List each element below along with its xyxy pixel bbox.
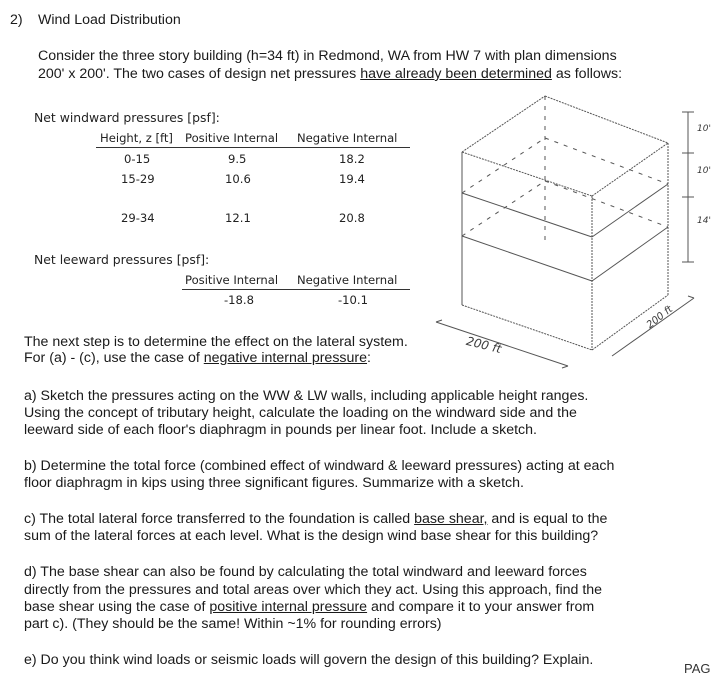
- part-d-line-4: part c). (They should be the same! Within ~1% for rounding errors): [24, 616, 442, 632]
- part-e-line-1: e) Do you think wind loads or seismic loads will govern the design of this building? Explain.: [24, 652, 594, 668]
- table-cell: -10.1: [338, 293, 368, 307]
- story-height-label: 10': [697, 166, 711, 176]
- leeward-header-rule: [182, 289, 410, 290]
- part-a-line-1: a) Sketch the pressures acting on the WW & LW walls, including applicable height ranges.: [24, 388, 589, 404]
- part-a-line-2: Using the concept of tributary height, calculate the loading on the windward side and the: [24, 405, 577, 421]
- part-a-line-3: leeward side of each floor's diaphragm in pounds per linear foot. Include a sketch.: [24, 422, 537, 438]
- next-step-line-2: For (a) - (c), use the case of negative internal pressure:: [24, 350, 371, 366]
- next-step-line-1: The next step is to determine the effect on the lateral system.: [24, 334, 408, 350]
- windward-header-positive: Positive Internal: [185, 131, 279, 145]
- table-cell: 9.5: [228, 152, 247, 166]
- table-cell: 15-29: [121, 172, 155, 186]
- part-d-line-3: base shear using the case of positive internal pressure and compare it to your answer from: [24, 599, 595, 615]
- part-c-line-1: c) The total lateral force transferred to the foundation is called base shear, and is equal to the: [24, 511, 608, 527]
- table-cell: 29-34: [121, 211, 155, 225]
- table-cell: 10.6: [225, 172, 251, 186]
- part-c-line-2: sum of the lateral forces at each level. What is the design wind base shear for this building?: [24, 528, 599, 544]
- windward-title: Net windward pressures [psf]:: [34, 110, 220, 125]
- part-b-line-1: b) Determine the total force (combined effect of windward & leeward pressures) acting at each: [24, 458, 615, 474]
- question-number: 2): [10, 12, 23, 28]
- intro-line-2: 200' x 200'. The two cases of design net pressures have already been determined as follows:: [38, 66, 623, 82]
- underlined-phrase: positive internal pressure: [209, 599, 368, 615]
- story-height-label: 10': [697, 124, 711, 134]
- leeward-header-negative: Negative Internal: [297, 273, 398, 287]
- dimension-label-side: 200 ft: [644, 304, 675, 331]
- question-title: Wind Load Distribution: [38, 12, 181, 28]
- underlined-phrase: have already been determined: [360, 66, 552, 82]
- windward-header-height: Height, z [ft]: [100, 131, 173, 145]
- table-cell: -18.8: [224, 293, 254, 307]
- underlined-phrase: base shear,: [414, 511, 488, 527]
- leeward-title: Net leeward pressures [psf]:: [34, 252, 210, 267]
- table-cell: 20.8: [339, 211, 365, 225]
- dimension-label-front: 200 ft: [464, 333, 503, 357]
- table-cell: 12.1: [225, 211, 251, 225]
- underlined-phrase: negative internal pressure: [203, 350, 368, 366]
- leeward-header-positive: Positive Internal: [185, 273, 279, 287]
- table-cell: 0-15: [124, 152, 151, 166]
- story-height-label: 14': [697, 216, 711, 226]
- windward-header-negative: Negative Internal: [297, 131, 398, 145]
- windward-header-rule: [96, 147, 410, 148]
- table-cell: 18.2: [339, 152, 365, 166]
- part-d-line-1: d) The base shear can also be found by calculating the total windward and leeward forces: [24, 564, 587, 580]
- intro-line-1: Consider the three story building (h=34 ft) in Redmond, WA from HW 7 with plan dimensions: [38, 48, 617, 64]
- part-d-line-2: directly from the pressures and total areas over which they act. Using this approach, find the: [24, 582, 603, 598]
- table-cell: 19.4: [339, 172, 365, 186]
- corner-page-text: PAG: [684, 661, 711, 676]
- part-b-line-2: floor diaphragm in kips using three significant figures. Summarize with a sketch.: [24, 475, 524, 491]
